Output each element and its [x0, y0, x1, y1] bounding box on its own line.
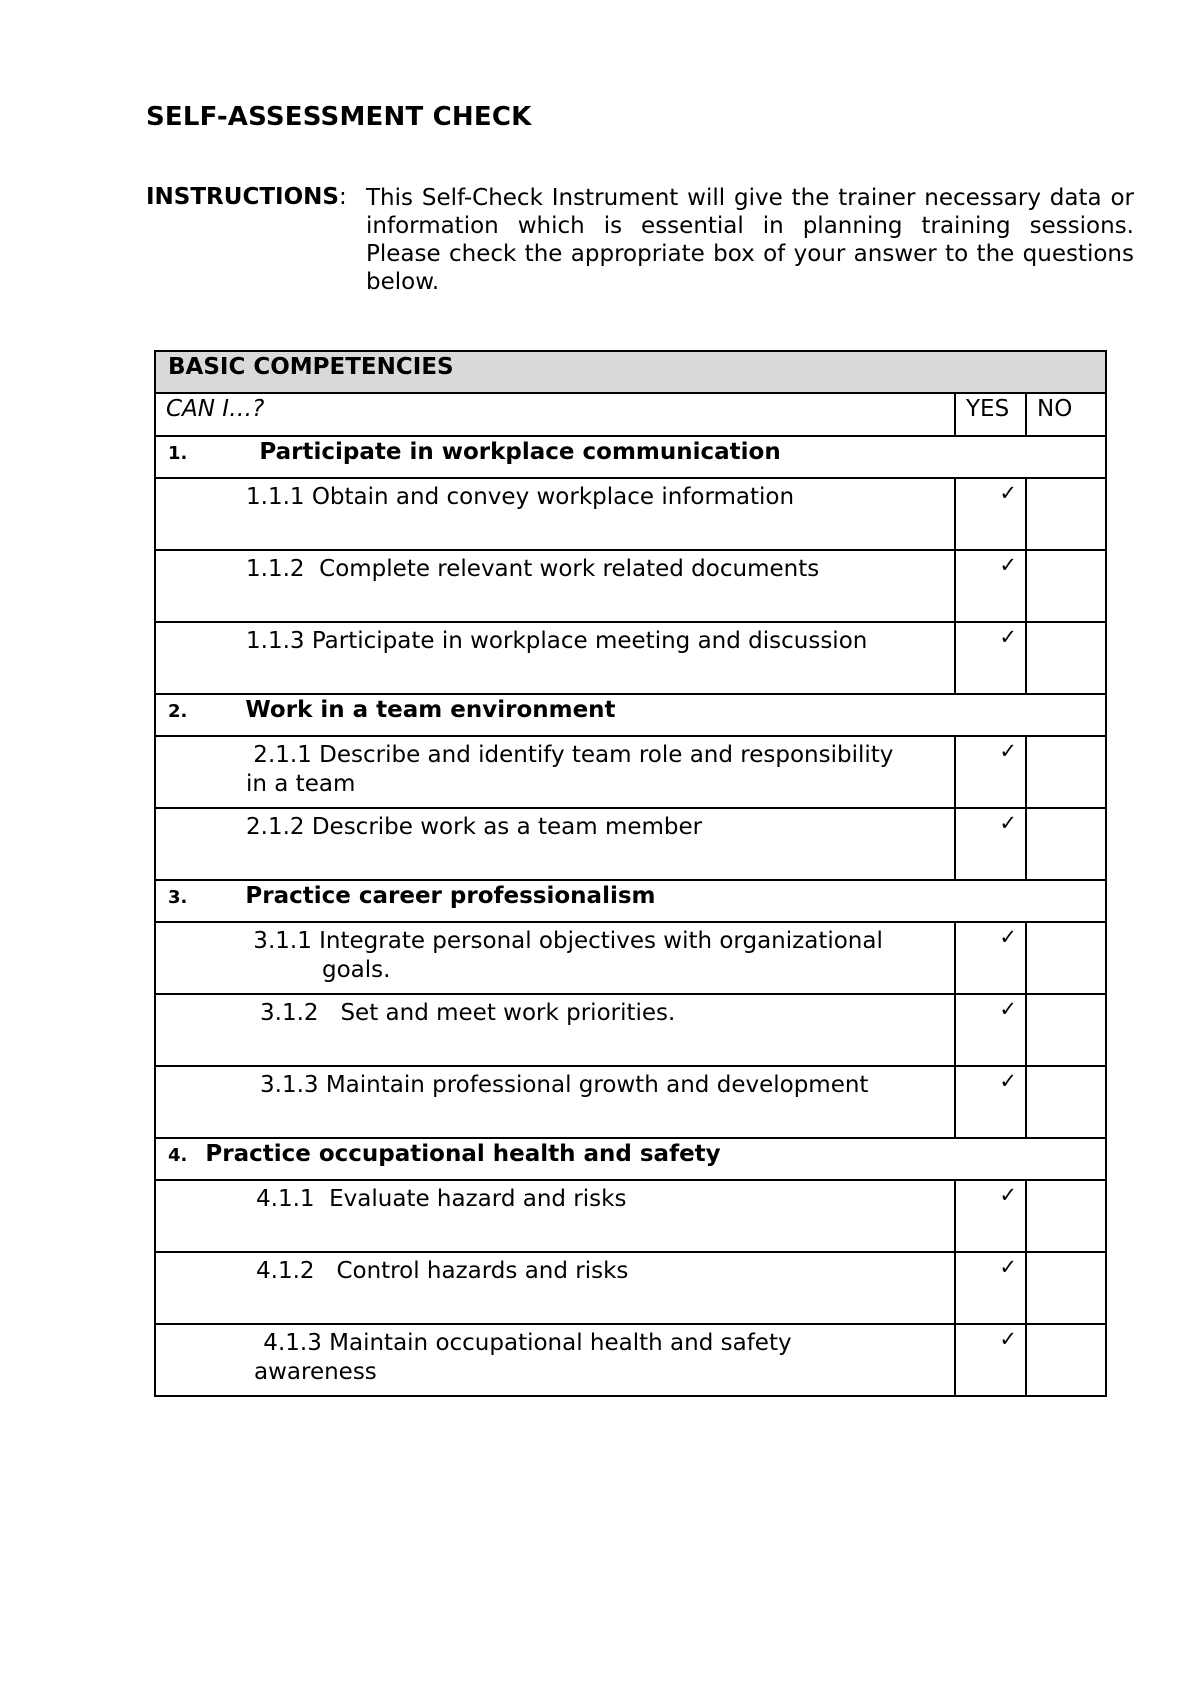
section-number: 3.	[168, 887, 188, 908]
instructions-colon: :	[338, 184, 347, 210]
document-title: SELF-ASSESSMENT CHECK	[146, 102, 532, 132]
no-checkbox-cell[interactable]	[1026, 1180, 1106, 1252]
no-checkbox-cell[interactable]	[1026, 1066, 1106, 1138]
yes-checkbox-cell[interactable]	[955, 994, 1026, 1066]
yes-column-header: YES	[955, 393, 1026, 436]
no-checkbox-cell[interactable]	[1026, 1252, 1106, 1324]
section-row	[155, 1138, 1106, 1180]
self-assessment-table	[154, 350, 1107, 1397]
section-row	[155, 436, 1106, 478]
yes-checkbox-cell[interactable]	[955, 736, 1026, 808]
competency-text-cell	[155, 736, 955, 808]
yes-checkbox-cell[interactable]	[955, 1180, 1026, 1252]
section-row	[155, 694, 1106, 736]
competency-row	[155, 1066, 1106, 1138]
section-title: Work in a team environment	[245, 697, 616, 723]
competency-text-cell	[155, 550, 955, 622]
competency-text-cell	[155, 994, 955, 1066]
section-number: 2.	[168, 701, 188, 722]
competency-row	[155, 622, 1106, 694]
section-title: Practice occupational health and safety	[205, 1141, 721, 1167]
can-i-header: CAN I…?	[155, 393, 955, 436]
no-checkbox-cell[interactable]	[1026, 736, 1106, 808]
competency-text: 1.1.2 Complete relevant work related documents	[246, 556, 820, 582]
competency-text-cell	[155, 808, 955, 880]
section-row	[155, 880, 1106, 922]
competency-row	[155, 994, 1106, 1066]
competency-text-cell	[155, 922, 955, 994]
section-title: Participate in workplace communication	[259, 439, 781, 465]
check-icon: ✓	[999, 1069, 1017, 1093]
check-icon: ✓	[999, 481, 1017, 505]
competency-text: 4.1.2 Control hazards and risks	[256, 1258, 629, 1284]
section-heading	[155, 694, 1106, 736]
competency-text: 2.1.1 Describe and identify team role and responsibility	[246, 742, 894, 768]
competency-row	[155, 1324, 1106, 1396]
competency-text: 2.1.2 Describe work as a team member	[246, 814, 703, 840]
basic-competencies-header: BASIC COMPETENCIES	[155, 351, 1106, 393]
competency-text: 4.1.1 Evaluate hazard and risks	[256, 1186, 627, 1212]
no-checkbox-cell[interactable]	[1026, 478, 1106, 550]
check-icon: ✓	[999, 1327, 1017, 1351]
no-checkbox-cell[interactable]	[1026, 808, 1106, 880]
competency-text-cell	[155, 1066, 955, 1138]
no-checkbox-cell[interactable]	[1026, 622, 1106, 694]
competency-row	[155, 1252, 1106, 1324]
section-heading	[155, 880, 1106, 922]
no-checkbox-cell[interactable]	[1026, 1324, 1106, 1396]
check-icon: ✓	[999, 925, 1017, 949]
competency-text-cell	[155, 1324, 955, 1396]
competency-text-continued: goals.	[322, 957, 391, 983]
competency-text: 1.1.3 Participate in workplace meeting and discussion	[246, 628, 868, 654]
section-title: Practice career professionalism	[245, 883, 656, 909]
competency-text: 3.1.1 Integrate personal objectives with organizational	[246, 928, 883, 954]
competency-row	[155, 922, 1106, 994]
competency-row	[155, 808, 1106, 880]
section-heading	[155, 436, 1106, 478]
check-icon: ✓	[999, 811, 1017, 835]
yes-checkbox-cell[interactable]	[955, 922, 1026, 994]
check-icon: ✓	[999, 553, 1017, 577]
competency-text-cell	[155, 478, 955, 550]
yes-checkbox-cell[interactable]	[955, 1324, 1026, 1396]
no-checkbox-cell[interactable]	[1026, 994, 1106, 1066]
no-column-header: NO	[1026, 393, 1106, 436]
no-checkbox-cell[interactable]	[1026, 550, 1106, 622]
section-heading	[155, 1138, 1106, 1180]
yes-checkbox-cell[interactable]	[955, 622, 1026, 694]
competency-row	[155, 736, 1106, 808]
check-icon: ✓	[999, 1183, 1017, 1207]
yes-checkbox-cell[interactable]	[955, 808, 1026, 880]
competency-text: 3.1.3 Maintain professional growth and development	[260, 1072, 869, 1098]
competency-text-continued: in a team	[246, 771, 356, 797]
yes-checkbox-cell[interactable]	[955, 550, 1026, 622]
instructions-label	[146, 184, 347, 210]
competency-row	[155, 478, 1106, 550]
instructions-text: This Self-Check Instrument will give the trainer necessary data or information which is essential in planning training sessions. Please check the appropriate box of your answer to the questions below.	[366, 185, 1134, 295]
check-icon: ✓	[999, 1255, 1017, 1279]
competency-text-cell	[155, 1180, 955, 1252]
self-assessment-table-body	[155, 351, 1106, 1396]
yes-checkbox-cell[interactable]	[955, 1252, 1026, 1324]
check-icon: ✓	[999, 625, 1017, 649]
no-checkbox-cell[interactable]	[1026, 922, 1106, 994]
competency-text: 1.1.1 Obtain and convey workplace information	[246, 484, 795, 510]
yes-checkbox-cell[interactable]	[955, 478, 1026, 550]
competency-text: 3.1.2 Set and meet work priorities.	[260, 1000, 676, 1026]
competency-text: 4.1.3 Maintain occupational health and safety	[256, 1330, 792, 1356]
check-icon: ✓	[999, 997, 1017, 1021]
competency-text-cell	[155, 622, 955, 694]
competency-row	[155, 1180, 1106, 1252]
column-header-row	[155, 393, 1106, 436]
competency-text-continued: awareness	[254, 1359, 377, 1385]
section-number: 1.	[168, 443, 188, 464]
competency-row	[155, 550, 1106, 622]
check-icon: ✓	[999, 739, 1017, 763]
yes-checkbox-cell[interactable]	[955, 1066, 1026, 1138]
section-number: 4.	[168, 1145, 188, 1166]
instructions-label-text: INSTRUCTIONS	[146, 184, 339, 210]
table-header-row	[155, 351, 1106, 393]
competency-text-cell	[155, 1252, 955, 1324]
